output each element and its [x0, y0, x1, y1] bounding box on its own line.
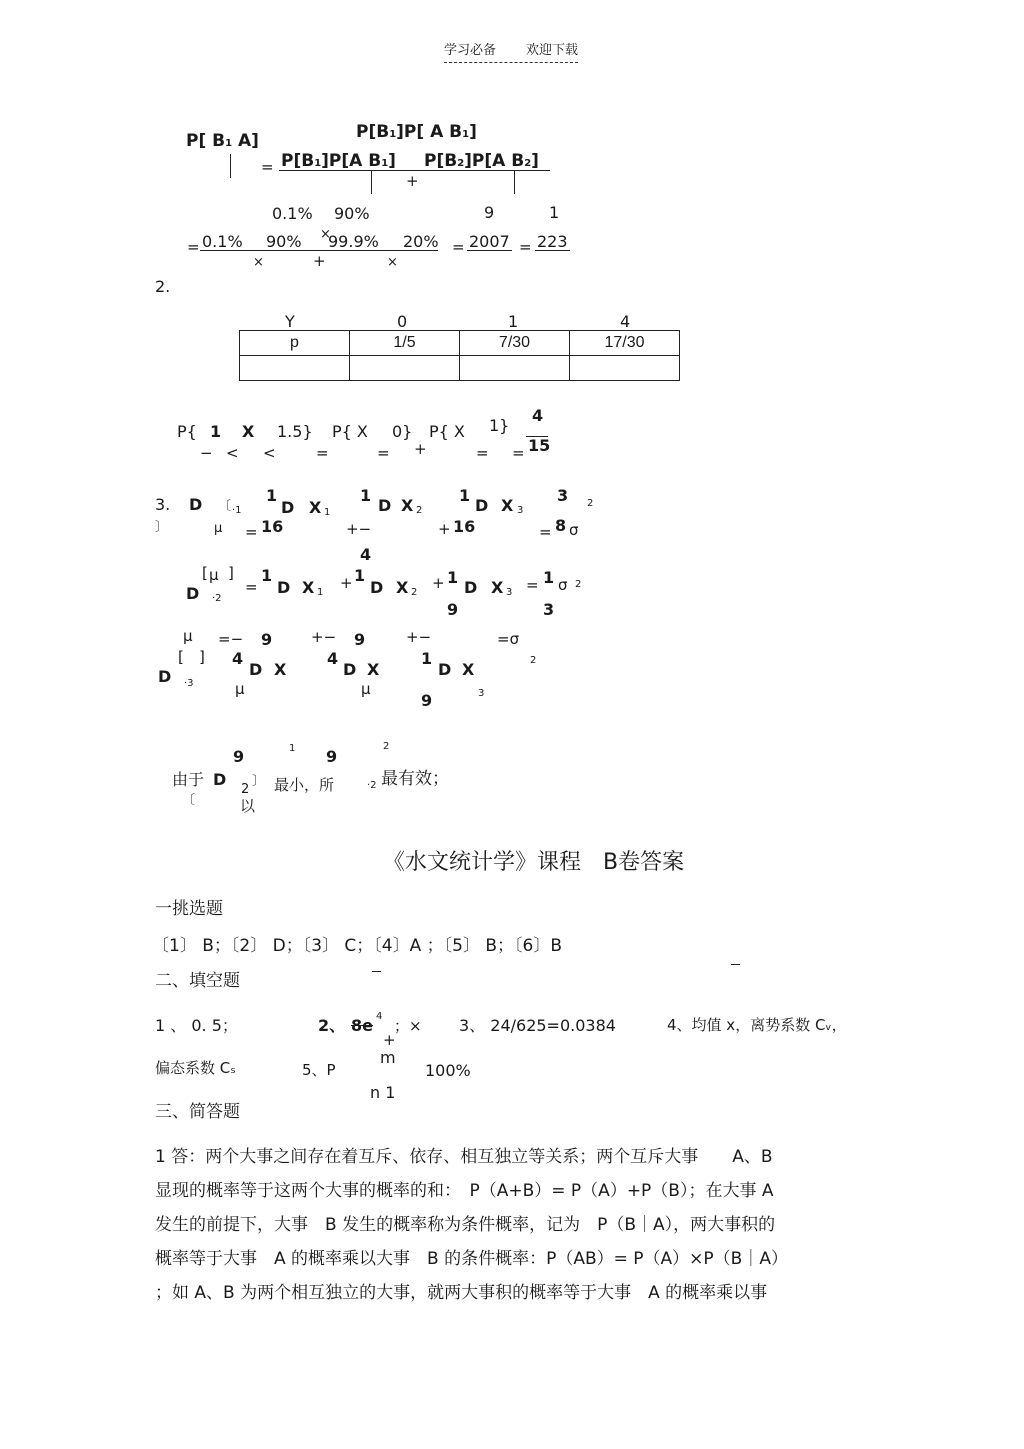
answer-4: 4、均值 x，离势系数 Cᵥ， — [667, 1016, 847, 1034]
value: 9 — [484, 203, 495, 222]
formula-text: D — [475, 496, 489, 515]
table-row — [240, 356, 680, 381]
formula-text: X — [242, 422, 255, 441]
formula-text: σ — [558, 576, 568, 594]
formula-text: X — [367, 660, 380, 679]
formula-text: 9 — [447, 600, 459, 619]
formula-text: D — [158, 667, 172, 686]
formula-text: 1.5} — [277, 422, 313, 441]
answer-3: 3、 24/625=0.0384 — [459, 1016, 616, 1035]
mark — [731, 964, 740, 965]
answer-2-value: 8e — [351, 1016, 373, 1035]
formula-text: D — [249, 660, 263, 679]
formula-text: X — [309, 498, 322, 517]
formula-text: +− — [311, 628, 337, 646]
paragraph-line: ；如 A、B 为两个相互独立的大事，就两大事积的概率等于大事 A 的概率乘以事 — [155, 1283, 768, 1303]
formula-text: 1 — [261, 566, 273, 585]
formula-text: ·3 — [184, 678, 194, 689]
formula-text: X — [401, 496, 414, 515]
equals: = — [187, 238, 200, 256]
formula-text: 9 — [326, 747, 338, 766]
header-rule — [444, 62, 578, 63]
formula-text: 1} — [489, 416, 510, 435]
formula-text: D — [277, 578, 291, 597]
heading-short: 三、简答题 — [155, 1102, 240, 1122]
operator: + — [414, 440, 427, 458]
formula-text: 9 — [421, 691, 433, 710]
section-number: 2. — [155, 277, 171, 296]
formula-text: D — [370, 578, 384, 597]
paragraph-line: 概率等于大事 A 的概率乘以大事 B 的条件概率：P（AB）= P（A）×P（B｜A） — [155, 1249, 788, 1269]
formula-text: 2 — [383, 741, 390, 752]
formula-text: + — [432, 574, 445, 592]
formula-text: X — [302, 578, 315, 597]
formula-text: 1 — [543, 568, 555, 587]
formula-text: 2 — [575, 579, 582, 590]
formula-text: 1 — [447, 568, 459, 587]
formula-text: = — [539, 523, 552, 541]
operator: = — [377, 444, 390, 462]
formula-text: +− — [406, 628, 432, 646]
formula-text: 3 — [557, 486, 569, 505]
formula-text: X — [501, 496, 514, 515]
paragraph-line: 显现的概率等于这两个大事的概率的和： P（A+B）= P（A）+P（B）；在大事 A — [155, 1181, 774, 1201]
numerator: P[B1]P[ A B1] — [356, 122, 477, 142]
plus: + — [313, 252, 326, 270]
plus: + — [383, 1031, 396, 1049]
formula-text: 2 — [241, 782, 250, 797]
denominator-a: P[B1]P[A B1] — [281, 151, 396, 171]
formula-text: X — [396, 578, 409, 597]
value: 0.1% — [272, 204, 313, 223]
value: 20% — [403, 232, 439, 251]
table-cell: 1/5 — [350, 331, 460, 356]
formula-text: P{ X — [332, 422, 368, 441]
formula-text: 1 — [317, 587, 324, 598]
formula-text: P{ X — [429, 422, 465, 441]
header-right: 欢迎下载 — [526, 43, 579, 58]
section-number: 3. — [155, 495, 171, 514]
fraction-bar — [200, 250, 438, 251]
equals: = — [261, 158, 274, 176]
operator: < — [263, 444, 276, 462]
short-answer-1 — [155, 1140, 875, 1310]
fraction-denominator: 15 — [528, 436, 551, 455]
operator: − — [200, 444, 213, 462]
formula-text: 〔 — [218, 499, 232, 514]
heading-choice: 一挑选题 — [155, 899, 223, 919]
answer-5: 5、P — [302, 1061, 336, 1079]
formula-text: μ — [183, 627, 193, 645]
formula-text: 1 — [266, 486, 278, 505]
times: × — [253, 255, 264, 270]
answer-2-number: 2、 — [318, 1016, 346, 1035]
formula-text: =− — [218, 630, 244, 648]
formula-text: 1 — [360, 486, 372, 505]
formula-text: 1 — [210, 422, 222, 441]
value: 99.9% — [328, 232, 379, 251]
formula-text: D — [378, 496, 392, 515]
formula-text: 1 — [421, 649, 433, 668]
formula-text: 3 — [478, 688, 485, 699]
formula-text: +− — [346, 520, 372, 538]
formula-text: 2 — [530, 655, 537, 666]
table-cell: 17/30 — [570, 331, 680, 356]
table-cell: p — [240, 331, 350, 356]
formula-text: ·2 — [367, 780, 377, 791]
header-left: 学习必备 — [444, 43, 497, 58]
divider — [371, 170, 372, 194]
formula-text: 1 — [324, 507, 331, 518]
formula-text: 以 — [240, 797, 256, 815]
formula-text: 1 — [354, 566, 366, 585]
table-cell — [240, 356, 350, 381]
table — [239, 330, 680, 381]
fraction-bar — [526, 436, 548, 437]
formula-text: + — [340, 574, 353, 592]
formula-text: = — [245, 523, 258, 541]
value: 0.1% — [202, 232, 243, 251]
formula-text: 4 — [327, 649, 339, 668]
formula-text: 2 — [587, 498, 594, 509]
formula-text: 1 — [289, 743, 296, 754]
answer-5-pct: 100% — [425, 1061, 471, 1080]
formula-text: 4 — [360, 545, 372, 564]
formula-text: D — [343, 660, 357, 679]
table-header-cell: 4 — [620, 312, 631, 331]
formula-text: 〕 — [252, 774, 266, 789]
equals: = — [452, 238, 465, 256]
operator: = — [316, 444, 329, 462]
formula-text: 1 — [459, 486, 471, 505]
page-title: 《水文统计学》课程 B卷答案 — [383, 850, 685, 875]
formula-text: 9 — [354, 630, 366, 649]
times: × — [387, 255, 398, 270]
formula-text: 2 — [411, 587, 418, 598]
formula-m: m — [380, 1048, 396, 1067]
formula-text: [ — [202, 564, 208, 582]
formula-text: 由于 — [172, 770, 205, 789]
fraction-bar — [535, 250, 570, 251]
formula-text: + — [438, 520, 451, 538]
table-cell: 7/30 — [460, 331, 570, 356]
formula-text: ] — [199, 648, 205, 666]
equals: = — [519, 238, 532, 256]
formula-text: P{ — [177, 422, 197, 441]
operator: = — [512, 444, 525, 462]
lhs: P[ B1 A] — [186, 131, 259, 151]
formula-text: = — [245, 578, 258, 596]
table-header-cell: 0 — [397, 312, 408, 331]
answer-2-exp: 4 — [376, 1011, 383, 1022]
formula-text: X — [274, 660, 287, 679]
formula-text: =σ — [497, 630, 520, 648]
formula-text: 最小，所 — [274, 776, 335, 794]
formula-text: 〕 — [155, 520, 169, 535]
table-header-cell: Y — [285, 312, 295, 331]
answer-1: 1 、 0. 5； — [155, 1016, 238, 1035]
value: 223 — [537, 232, 568, 251]
formula-text: D — [281, 498, 295, 517]
formula-text: 0} — [392, 422, 413, 441]
formula-text: μ — [235, 680, 245, 698]
answer-2-tail: ；× — [394, 1017, 422, 1035]
formula-text: D — [213, 770, 227, 789]
formula-text: D — [438, 660, 452, 679]
formula-text: 〔 — [182, 793, 196, 808]
formula-text: 16 — [453, 517, 476, 536]
denominator-b: P[B2]P[A B2] — [424, 151, 539, 171]
table-cell — [460, 356, 570, 381]
formula-text: 16 — [261, 517, 284, 536]
table-cell — [350, 356, 460, 381]
divider — [230, 154, 231, 178]
operator: = — [476, 444, 489, 462]
fraction-numerator: 4 — [532, 406, 544, 425]
formula-text: D — [186, 584, 200, 603]
operator: < — [226, 444, 239, 462]
fraction-bar — [279, 170, 550, 171]
value: 1 — [549, 203, 560, 222]
formula-text: 9 — [261, 630, 273, 649]
formula-text: 9 — [233, 747, 245, 766]
formula-text: 2 — [416, 505, 423, 516]
formula-text: ] — [228, 564, 234, 582]
formula-text: X — [491, 578, 504, 597]
formula-text: D — [189, 495, 203, 514]
heading-fill: 二、填空题 — [155, 971, 240, 991]
table-cell — [570, 356, 680, 381]
formula-n: n 1 — [370, 1083, 396, 1102]
formula-text: [ — [178, 648, 184, 666]
table-header-cell: 1 — [508, 312, 519, 331]
formula-text: 3 — [543, 600, 555, 619]
choice-answers: 〔1〕 B；〔2〕 D；〔3〕 C；〔4〕A ；〔5〕 B；〔6〕B — [152, 936, 562, 956]
divider — [514, 170, 515, 194]
table-row — [240, 331, 680, 356]
paragraph-line: 1 答：两个大事之间存在着互斥、依存、相互独立等关系；两个互斥大事 A、B — [155, 1147, 773, 1167]
answer-4-cont: 偏态系数 Cₛ — [155, 1059, 236, 1077]
formula-text: 最有效； — [381, 769, 449, 789]
mark — [372, 971, 381, 972]
formula-text: 4 — [232, 649, 244, 668]
formula-text: X — [462, 660, 475, 679]
value: 2007 — [469, 232, 510, 251]
plus: + — [406, 172, 419, 190]
formula-text: = — [526, 576, 539, 594]
value: 90% — [334, 204, 370, 223]
paragraph-line: 发生的前提下，大事 B 发生的概率称为条件概率，记为 P（B｜A），两大事积的 — [155, 1215, 776, 1235]
formula-text: 8 — [555, 516, 567, 535]
times: × — [320, 227, 331, 242]
formula-text: μ — [209, 566, 219, 584]
formula-text: ·2 — [212, 593, 222, 604]
formula-text: μ — [361, 680, 371, 698]
formula-text: D — [464, 578, 478, 597]
fraction-bar — [467, 250, 512, 251]
formula-text: 3 — [517, 505, 524, 516]
formula-text: μ — [214, 521, 223, 536]
formula-text: ·1 — [232, 505, 242, 516]
formula-text: 3 — [506, 587, 513, 598]
formula-text: σ — [569, 521, 579, 539]
value: 90% — [266, 232, 302, 251]
